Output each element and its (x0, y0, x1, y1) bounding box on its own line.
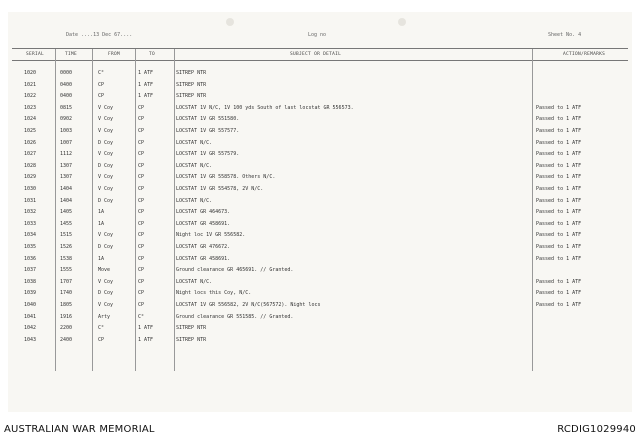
cell-from: D Coy (98, 162, 114, 169)
table-row (8, 93, 632, 102)
cell-from: V Coy (98, 151, 114, 158)
table-row (8, 232, 632, 241)
cell-action: Passed to 1 ATF (536, 162, 582, 169)
table-row (8, 198, 632, 207)
cell-to: CP (138, 128, 145, 134)
cell-time: 1003 (60, 128, 73, 134)
cell-to: CP (138, 139, 145, 146)
cell-to: 1 ATF (138, 336, 154, 343)
cell-serial: 1031 (24, 197, 37, 204)
col-subject: SUBJECT OR DETAIL (290, 52, 342, 57)
cell-serial: 1028 (24, 162, 37, 169)
footer-record-id: RCDIG1029940 (557, 424, 636, 435)
cell-serial: 1023 (24, 104, 37, 111)
cell-subject: LOCSTAT 1V GR 556582, 2V N/C(567572). Night locs (176, 302, 321, 308)
cell-subject: LOCSTAT 1V GR 558578. Others N/C. (176, 174, 276, 181)
header-sheet: Sheet No. 4 (548, 32, 582, 38)
cell-to: CP (138, 255, 145, 262)
table-row (8, 325, 632, 334)
table-row (8, 256, 632, 265)
cell-to: 1 ATF (138, 81, 154, 88)
cell-subject: Ground clearance GR 465691. // Granted. (176, 267, 294, 274)
cell-action: Passed to 1 ATF (536, 290, 582, 297)
table-row (8, 128, 632, 137)
cell-to: 1 ATF (138, 93, 154, 100)
header-log: Log no (308, 32, 327, 38)
cell-from: 1A (98, 209, 105, 216)
cell-to: CP (138, 197, 145, 204)
table-row (8, 209, 632, 218)
cell-serial: 1021 (24, 81, 37, 88)
cell-serial: 1038 (24, 278, 37, 285)
cell-time: 1740 (60, 290, 73, 297)
cell-time: 1405 (60, 209, 73, 216)
cell-action: Passed to 1 ATF (536, 197, 582, 204)
cell-subject: LOCSTAT N/C. (176, 139, 213, 146)
table-row (8, 290, 632, 299)
cell-subject: SITREP NTR (176, 70, 207, 76)
table-row (8, 140, 632, 149)
table-row (8, 70, 632, 79)
cell-subject: SITREP NTR (176, 81, 207, 88)
cell-from: 1A (98, 255, 105, 262)
cell-time: 1526 (60, 244, 73, 250)
cell-serial: 1035 (24, 244, 37, 250)
cell-from: V Coy (98, 104, 114, 111)
cell-to: CP (138, 290, 145, 297)
col-action: ACTION/REMARKS (563, 52, 606, 57)
cell-to: 1 ATF (138, 70, 154, 76)
cell-serial: 1024 (24, 116, 37, 123)
cell-subject: LOCSTAT N/C. (176, 197, 213, 204)
col-from: FROM (108, 52, 121, 57)
cell-subject: LOCSTAT 1V GR 554578, 2V N/C. (176, 186, 264, 192)
cell-time: 1805 (60, 302, 73, 308)
table-row (8, 314, 632, 323)
cell-action: Passed to 1 ATF (536, 232, 582, 239)
header-rule-bottom (12, 60, 628, 61)
cell-serial: 1022 (24, 93, 37, 100)
cell-time: 0815 (60, 104, 73, 111)
cell-subject: LOCSTAT N/C. (176, 162, 213, 169)
cell-from: D Coy (98, 139, 114, 146)
cell-subject: LOCSTAT 1V GR 557579. (176, 151, 240, 158)
cell-time: 1555 (60, 267, 73, 274)
cell-from: Move (98, 267, 111, 274)
cell-action: Passed to 1 ATF (536, 220, 582, 227)
cell-action: Passed to 1 ATF (536, 128, 582, 134)
cell-from: V Coy (98, 116, 114, 123)
cell-time: 1538 (60, 255, 73, 262)
cell-serial: 1030 (24, 186, 37, 192)
table-row (8, 151, 632, 160)
cell-action: Passed to 1 ATF (536, 302, 582, 308)
cell-from: CP (98, 336, 105, 343)
cell-time: 2200 (60, 325, 73, 332)
table-row (8, 174, 632, 183)
cell-time: 1916 (60, 313, 73, 320)
document-sheet (8, 12, 632, 412)
cell-subject: Night locs this Coy, N/C. (176, 290, 252, 297)
cell-serial: 1027 (24, 151, 37, 158)
table-row (8, 116, 632, 125)
cell-to: CP (138, 162, 145, 169)
cell-to: CP (138, 116, 145, 123)
col-to: TO (149, 52, 156, 57)
cell-action: Passed to 1 ATF (536, 104, 582, 111)
cell-serial: 1032 (24, 209, 37, 216)
cell-from: CP (98, 93, 105, 100)
cell-from: C° (98, 70, 105, 76)
table-row (8, 221, 632, 230)
cell-action: Passed to 1 ATF (536, 255, 582, 262)
cell-subject: LOCSTAT GR 464673. (176, 209, 231, 216)
cell-serial: 1033 (24, 220, 37, 227)
cell-subject: LOCSTAT GR 458691. (176, 220, 231, 227)
cell-subject: LOCSTAT 1V N/C, 1V 100 yds South of last locstat GR 556573. (176, 104, 354, 111)
cell-subject: LOCSTAT GR 458691. (176, 255, 231, 262)
cell-to: CP (138, 104, 145, 111)
cell-from: Arty (98, 313, 111, 320)
cell-time: 0902 (60, 116, 73, 123)
table-row (8, 267, 632, 276)
cell-action: Passed to 1 ATF (536, 278, 582, 285)
table-row (8, 302, 632, 311)
cell-subject: LOCSTAT N/C. (176, 278, 213, 285)
cell-time: 2400 (60, 336, 73, 343)
cell-to: 1 ATF (138, 325, 154, 332)
cell-subject: LOCSTAT 1V GR 557577. (176, 128, 240, 134)
cell-to: CP (138, 302, 145, 308)
table-row (8, 279, 632, 288)
col-time: TIME (65, 52, 78, 57)
cell-action: Passed to 1 ATF (536, 174, 582, 181)
cell-to: CP (138, 232, 145, 239)
table-row (8, 163, 632, 172)
cell-subject: SITREP NTR (176, 93, 207, 100)
punch-hole-left (226, 18, 234, 26)
cell-time: 1707 (60, 278, 73, 285)
header-rule-top (12, 48, 628, 49)
cell-serial: 1025 (24, 128, 37, 134)
cell-action: Passed to 1 ATF (536, 139, 582, 146)
cell-subject: SITREP NTR (176, 325, 207, 332)
cell-to: CP (138, 174, 145, 181)
cell-to: CP (138, 244, 145, 250)
cell-subject: SITREP NTR (176, 336, 207, 343)
cell-from: V Coy (98, 128, 114, 134)
header-date: Date ....13 Dec 67.... (66, 32, 133, 38)
cell-serial: 1040 (24, 302, 37, 308)
cell-from: V Coy (98, 186, 114, 192)
cell-from: V Coy (98, 174, 114, 181)
cell-from: 1A (98, 220, 105, 227)
cell-time: 1404 (60, 197, 73, 204)
cell-to: CP (138, 209, 145, 216)
cell-from: D Coy (98, 244, 114, 250)
cell-time: 0400 (60, 81, 73, 88)
cell-time: 1515 (60, 232, 73, 239)
table-row (8, 82, 632, 91)
cell-serial: 1036 (24, 255, 37, 262)
col-serial: SERIAL (26, 52, 45, 57)
cell-time: 1007 (60, 139, 73, 146)
cell-subject: LOCSTAT GR 476672. (176, 244, 231, 250)
table-row (8, 337, 632, 346)
cell-from: D Coy (98, 197, 114, 204)
cell-from: C° (98, 325, 105, 332)
cell-time: 0000 (60, 70, 73, 76)
cell-subject: Ground clearance GR 551585. // Granted. (176, 313, 294, 320)
table-row (8, 186, 632, 195)
cell-subject: LOCSTAT 1V GR 551580. (176, 116, 240, 123)
cell-from: V Coy (98, 232, 114, 239)
cell-to: CP (138, 278, 145, 285)
table-row (8, 105, 632, 114)
cell-serial: 1037 (24, 267, 37, 274)
cell-action: Passed to 1 ATF (536, 186, 582, 192)
cell-serial: 1026 (24, 139, 37, 146)
cell-serial: 1039 (24, 290, 37, 297)
cell-action: Passed to 1 ATF (536, 244, 582, 250)
cell-to: C° (138, 313, 145, 320)
cell-serial: 1034 (24, 232, 37, 239)
cell-time: 1404 (60, 186, 73, 192)
cell-to: CP (138, 186, 145, 192)
cell-subject: Night loc 1V GR 556582. (176, 232, 246, 239)
footer-institution: AUSTRALIAN WAR MEMORIAL (4, 424, 155, 435)
cell-time: 1307 (60, 162, 73, 169)
cell-time: 1307 (60, 174, 73, 181)
punch-hole-right (398, 18, 406, 26)
table-row (8, 244, 632, 253)
cell-serial: 1029 (24, 174, 37, 181)
cell-to: CP (138, 151, 145, 158)
cell-action: Passed to 1 ATF (536, 209, 582, 216)
cell-from: CP (98, 81, 105, 88)
cell-to: CP (138, 267, 145, 274)
cell-action: Passed to 1 ATF (536, 151, 582, 158)
cell-serial: 1042 (24, 325, 37, 332)
cell-serial: 1043 (24, 336, 37, 343)
cell-action: Passed to 1 ATF (536, 116, 582, 123)
cell-time: 0400 (60, 93, 73, 100)
cell-time: 1112 (60, 151, 73, 158)
cell-time: 1455 (60, 220, 73, 227)
cell-serial: 1020 (24, 70, 37, 76)
cell-from: V Coy (98, 302, 114, 308)
cell-to: CP (138, 220, 145, 227)
cell-from: D Coy (98, 290, 114, 297)
cell-from: V Coy (98, 278, 114, 285)
cell-serial: 1041 (24, 313, 37, 320)
